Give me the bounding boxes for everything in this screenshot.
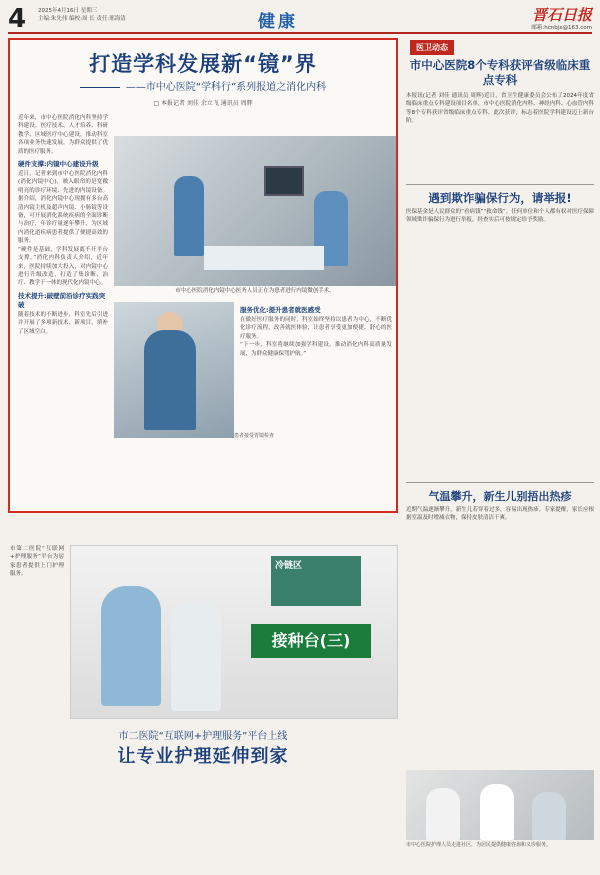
news-tag: 医卫动态 bbox=[410, 40, 454, 55]
main-col-1 bbox=[18, 114, 108, 336]
divider bbox=[406, 184, 594, 185]
page-header bbox=[8, 4, 592, 34]
right-article-3: 近期气温逐渐攀升，新生儿若穿着过多，容易出现热疹。专家提醒，家长应根据室温及时增减衣物，保持皮肤清洁干爽。 bbox=[406, 507, 594, 522]
subhead: 服务优化:提升患者就医感受 bbox=[240, 306, 321, 314]
bed-figure bbox=[204, 246, 324, 270]
person-figure bbox=[480, 784, 514, 840]
patient-figure bbox=[171, 601, 221, 711]
main-col-3 bbox=[240, 302, 392, 358]
main-subtitle-text: ——市中心医院“学科行”系列报道之消化内科 bbox=[125, 82, 327, 93]
vaccination-sign: 接种台(三) bbox=[251, 624, 371, 658]
right-headline-2: 遇到欺诈骗保行为，请举报! bbox=[428, 191, 572, 205]
paragraph: 随着技术的不断进步，科室先后引进并开展了多项新技术、新项目，填补了区域空白。 bbox=[18, 311, 108, 335]
person-figure bbox=[532, 792, 566, 840]
subhead: 技术提升:破壁前沿诊疗实践突破 bbox=[18, 291, 106, 309]
right-headline-1: 市中心医院8个专科获评省级临床重点专科 bbox=[409, 58, 591, 87]
photo-caption: 市中心医院护理人员走进社区，为居民提供健康咨询和义诊服务。 bbox=[406, 842, 552, 848]
nursing-caption: 市第二医院“互联网+护理服务”平台为居家患者提供上门护理服务。 bbox=[10, 546, 64, 578]
paragraph: 近日，记者来到市中心医院消化内科(消化内镜中心)，映入眼帘的是宽敞明亮的诊疗环境、先进的内镜设备。据介绍，消化内镜中心现拥有多台高清内镜主机及超声内镜、小肠镜等设备，可开展消化系统疾病的全面诊断与治疗，年诊疗量逐年攀升，为区域内消化道疾病患者提供了便捷高效的服务。 bbox=[18, 171, 108, 245]
person-body bbox=[144, 330, 196, 430]
right-headline-3: 气温攀升，新生儿别捂出热疹 bbox=[428, 490, 572, 503]
paper-logo: 晋石日报 bbox=[531, 6, 592, 24]
section-title: 健康 bbox=[258, 12, 298, 32]
vaccination-photo bbox=[70, 545, 398, 719]
doctor-figure bbox=[174, 176, 204, 256]
person-figure bbox=[426, 788, 460, 840]
paragraph: 在做好医疗服务的同时，科室始终坚持以患者为中心，不断优化诊疗流程，改善就医体验，让患者享受更加便捷、舒心的医疗服务。 bbox=[240, 317, 392, 340]
board-label: 冷链区 bbox=[275, 561, 303, 571]
main-byline: □ 本报记者 刘佳 余立飞 通讯员 周辉 bbox=[153, 100, 253, 107]
paragraph: “硬件是基础，学科发展离不开平台支撑。”消化内科负责人介绍，近年来，医院持续加大投入，对内镜中心进行升级改造，打造了集诊断、治疗、教学于一体的现代化内镜中心。 bbox=[18, 246, 108, 287]
main-headline: 打造学科发展新“镜”界 bbox=[89, 52, 317, 76]
paragraph: 近年来，市中心医院消化内科坚持学科建设、医疗技术、人才培养、科研教学、区域医疗中心建设，推动科室各项业务快速发展，为群众提供了优质的医疗服务。 bbox=[18, 115, 108, 155]
date-line: 2025年4月16日 星期三 bbox=[38, 8, 98, 14]
main-subtitle bbox=[10, 78, 396, 93]
photo-caption: 患者接受胃镜检查 bbox=[234, 433, 275, 439]
right-article-1: 本报讯(记者 刘佳 通讯员 周辉)近日，省卫生健康委员会公布了2024年度省级临床重点专科建设项目名单，市中心医院消化内科、神经内科、心血管内科等8个专科获评省级临床重点专科。此次获评，标志着医院学科建设迈上新台阶。 bbox=[406, 93, 594, 125]
monitor-figure bbox=[264, 166, 304, 196]
bottom-subtitle: 市二医院“互联网+护理服务”平台上线 bbox=[118, 731, 288, 742]
right-article-2: 医保基金是人民群众的“看病钱”“救命钱”。任何单位和个人都有权对医疗保障领域欺诈骗保行为进行举报，经查实后可按规定给予奖励。 bbox=[406, 209, 594, 224]
divider bbox=[406, 482, 594, 483]
editor-line: 主编:朱先伟 编校:周 长 责任:邢海清 bbox=[38, 16, 126, 22]
page-number: 4 bbox=[8, 4, 27, 34]
header-meta bbox=[38, 7, 198, 23]
paragraph: “下一步，科室将继续加强学科建设，推动消化内科高质量发展，为群众健康保驾护航。” bbox=[240, 342, 392, 357]
nurse-figure bbox=[101, 586, 161, 706]
bottom-headline: 让专业护理延伸到家 bbox=[117, 746, 289, 767]
gastroscopy-photo bbox=[114, 302, 234, 438]
endoscopy-photo bbox=[114, 136, 396, 286]
community-photo bbox=[406, 770, 594, 840]
subhead: 硬件支撑:内镜中心建设升级 bbox=[18, 160, 99, 169]
subtitle-dash bbox=[80, 87, 120, 88]
header-email: 邮箱:hcnbjx@163.com bbox=[531, 25, 592, 31]
cold-chain-board bbox=[271, 556, 361, 606]
main-article bbox=[8, 38, 398, 513]
photo-caption: 市中心医院消化内镜中心医务人员正在为患者进行内镜微创手术。 bbox=[175, 288, 335, 294]
